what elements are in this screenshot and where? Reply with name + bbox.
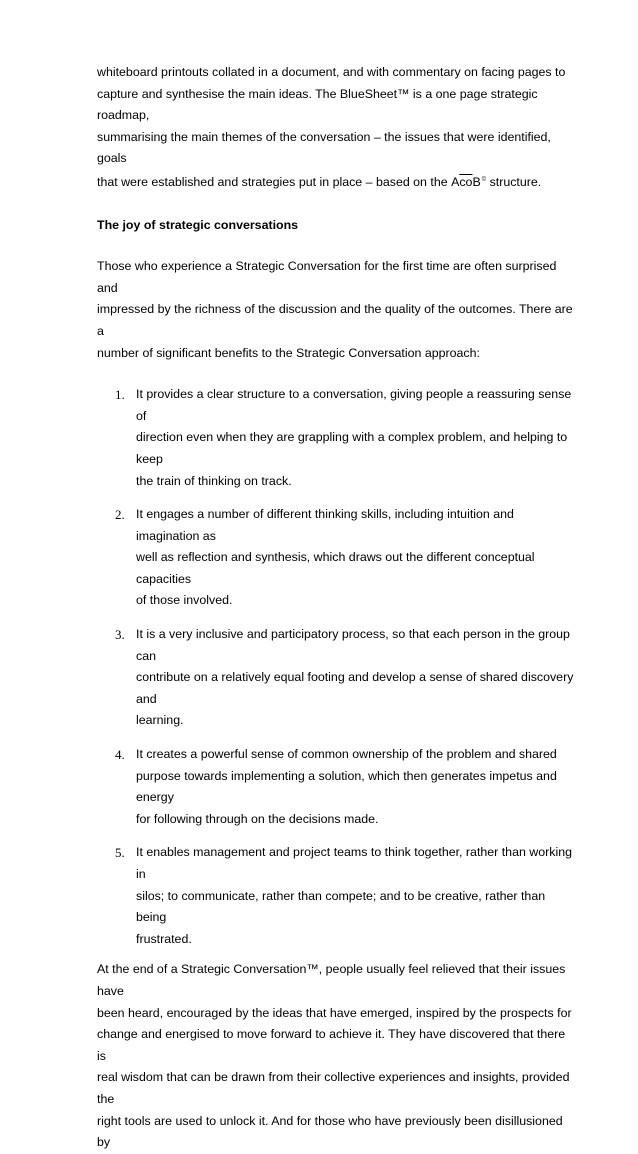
closing-line: been heard, encouraged by the ideas that have emerged, inspired by the prospects for <box>97 1005 572 1020</box>
list-item-text: It is a very inclusive and participatory process, so that each person in the group can contribute on a relatively equal footing and develop a sense of shared discovery and learning. <box>136 627 574 728</box>
closing-line: right tools are used to unlock it. And for those who have previously been disillusioned by <box>97 1113 563 1150</box>
list-item <box>97 744 577 830</box>
document-page <box>97 62 577 1154</box>
lead-paragraph <box>97 256 577 364</box>
lead-line: number of significant benefits to the Strategic Conversation approach: <box>97 345 480 360</box>
list-item-text: It creates a powerful sense of common ownership of the problem and shared purpose towards implementing a solution, which then generates impetus and energy for following through on the decisions made. <box>136 747 557 826</box>
copyright-mark: © <box>481 176 487 183</box>
intro-line: summarising the main themes of the conversation – the issues that were identified, goals <box>97 129 551 166</box>
closing-line: real wisdom that can be drawn from their collective experiences and insights, provided the <box>97 1070 570 1106</box>
list-item-number: 5. <box>115 845 125 861</box>
list-item <box>97 624 577 732</box>
closing-line: change and energised to move forward to achieve it. They have discovered that there is <box>97 1027 566 1063</box>
intro-line: capture and synthesise the main ideas. The BlueSheet™ is a one page strategic roadmap, <box>97 86 538 123</box>
list-item <box>97 842 577 950</box>
list-item <box>97 384 577 492</box>
intro-line: whiteboard printouts collated in a document, and with commentary on facing pages to <box>97 65 566 79</box>
list-item-number: 2. <box>115 507 125 523</box>
section-heading: The joy of strategic conversations <box>97 217 299 232</box>
list-item-number: 4. <box>115 747 125 763</box>
list-item-number: 1. <box>115 387 125 403</box>
closing-line: At the end of a Strategic Conversation™, people usually feel relieved that their issues have <box>97 962 566 998</box>
intro-line-end: structure. <box>486 174 542 189</box>
acob-logo-mark: AcoB© <box>451 174 487 189</box>
benefits-list <box>97 384 577 950</box>
list-item-number: 3. <box>115 627 125 643</box>
closing-paragraph <box>97 959 577 1153</box>
list-item-text: It enables management and project teams to think together, rather than working in silos; to communicate, rather than compete; and to be creative, rather than being frustrated. <box>136 845 572 946</box>
lead-line: Those who experience a Strategic Conversation for the first time are often surprised and <box>97 259 557 295</box>
intro-line: that were established and strategies put in place – based on the <box>97 174 452 189</box>
list-item <box>97 504 577 612</box>
intro-paragraph <box>97 62 577 194</box>
list-item-text: It engages a number of different thinking skills, including intuition and imagination as well as reflection and synthesis, which draws out the different conceptual capacities of those involved. <box>136 507 535 608</box>
list-item-text: It provides a clear structure to a conversation, giving people a reassuring sense of direction even when they are grappling with a complex problem, and helping to keep the train of thinking on track. <box>136 387 572 488</box>
lead-line: impressed by the richness of the discussion and the quality of the outcomes. There are a <box>97 302 573 338</box>
